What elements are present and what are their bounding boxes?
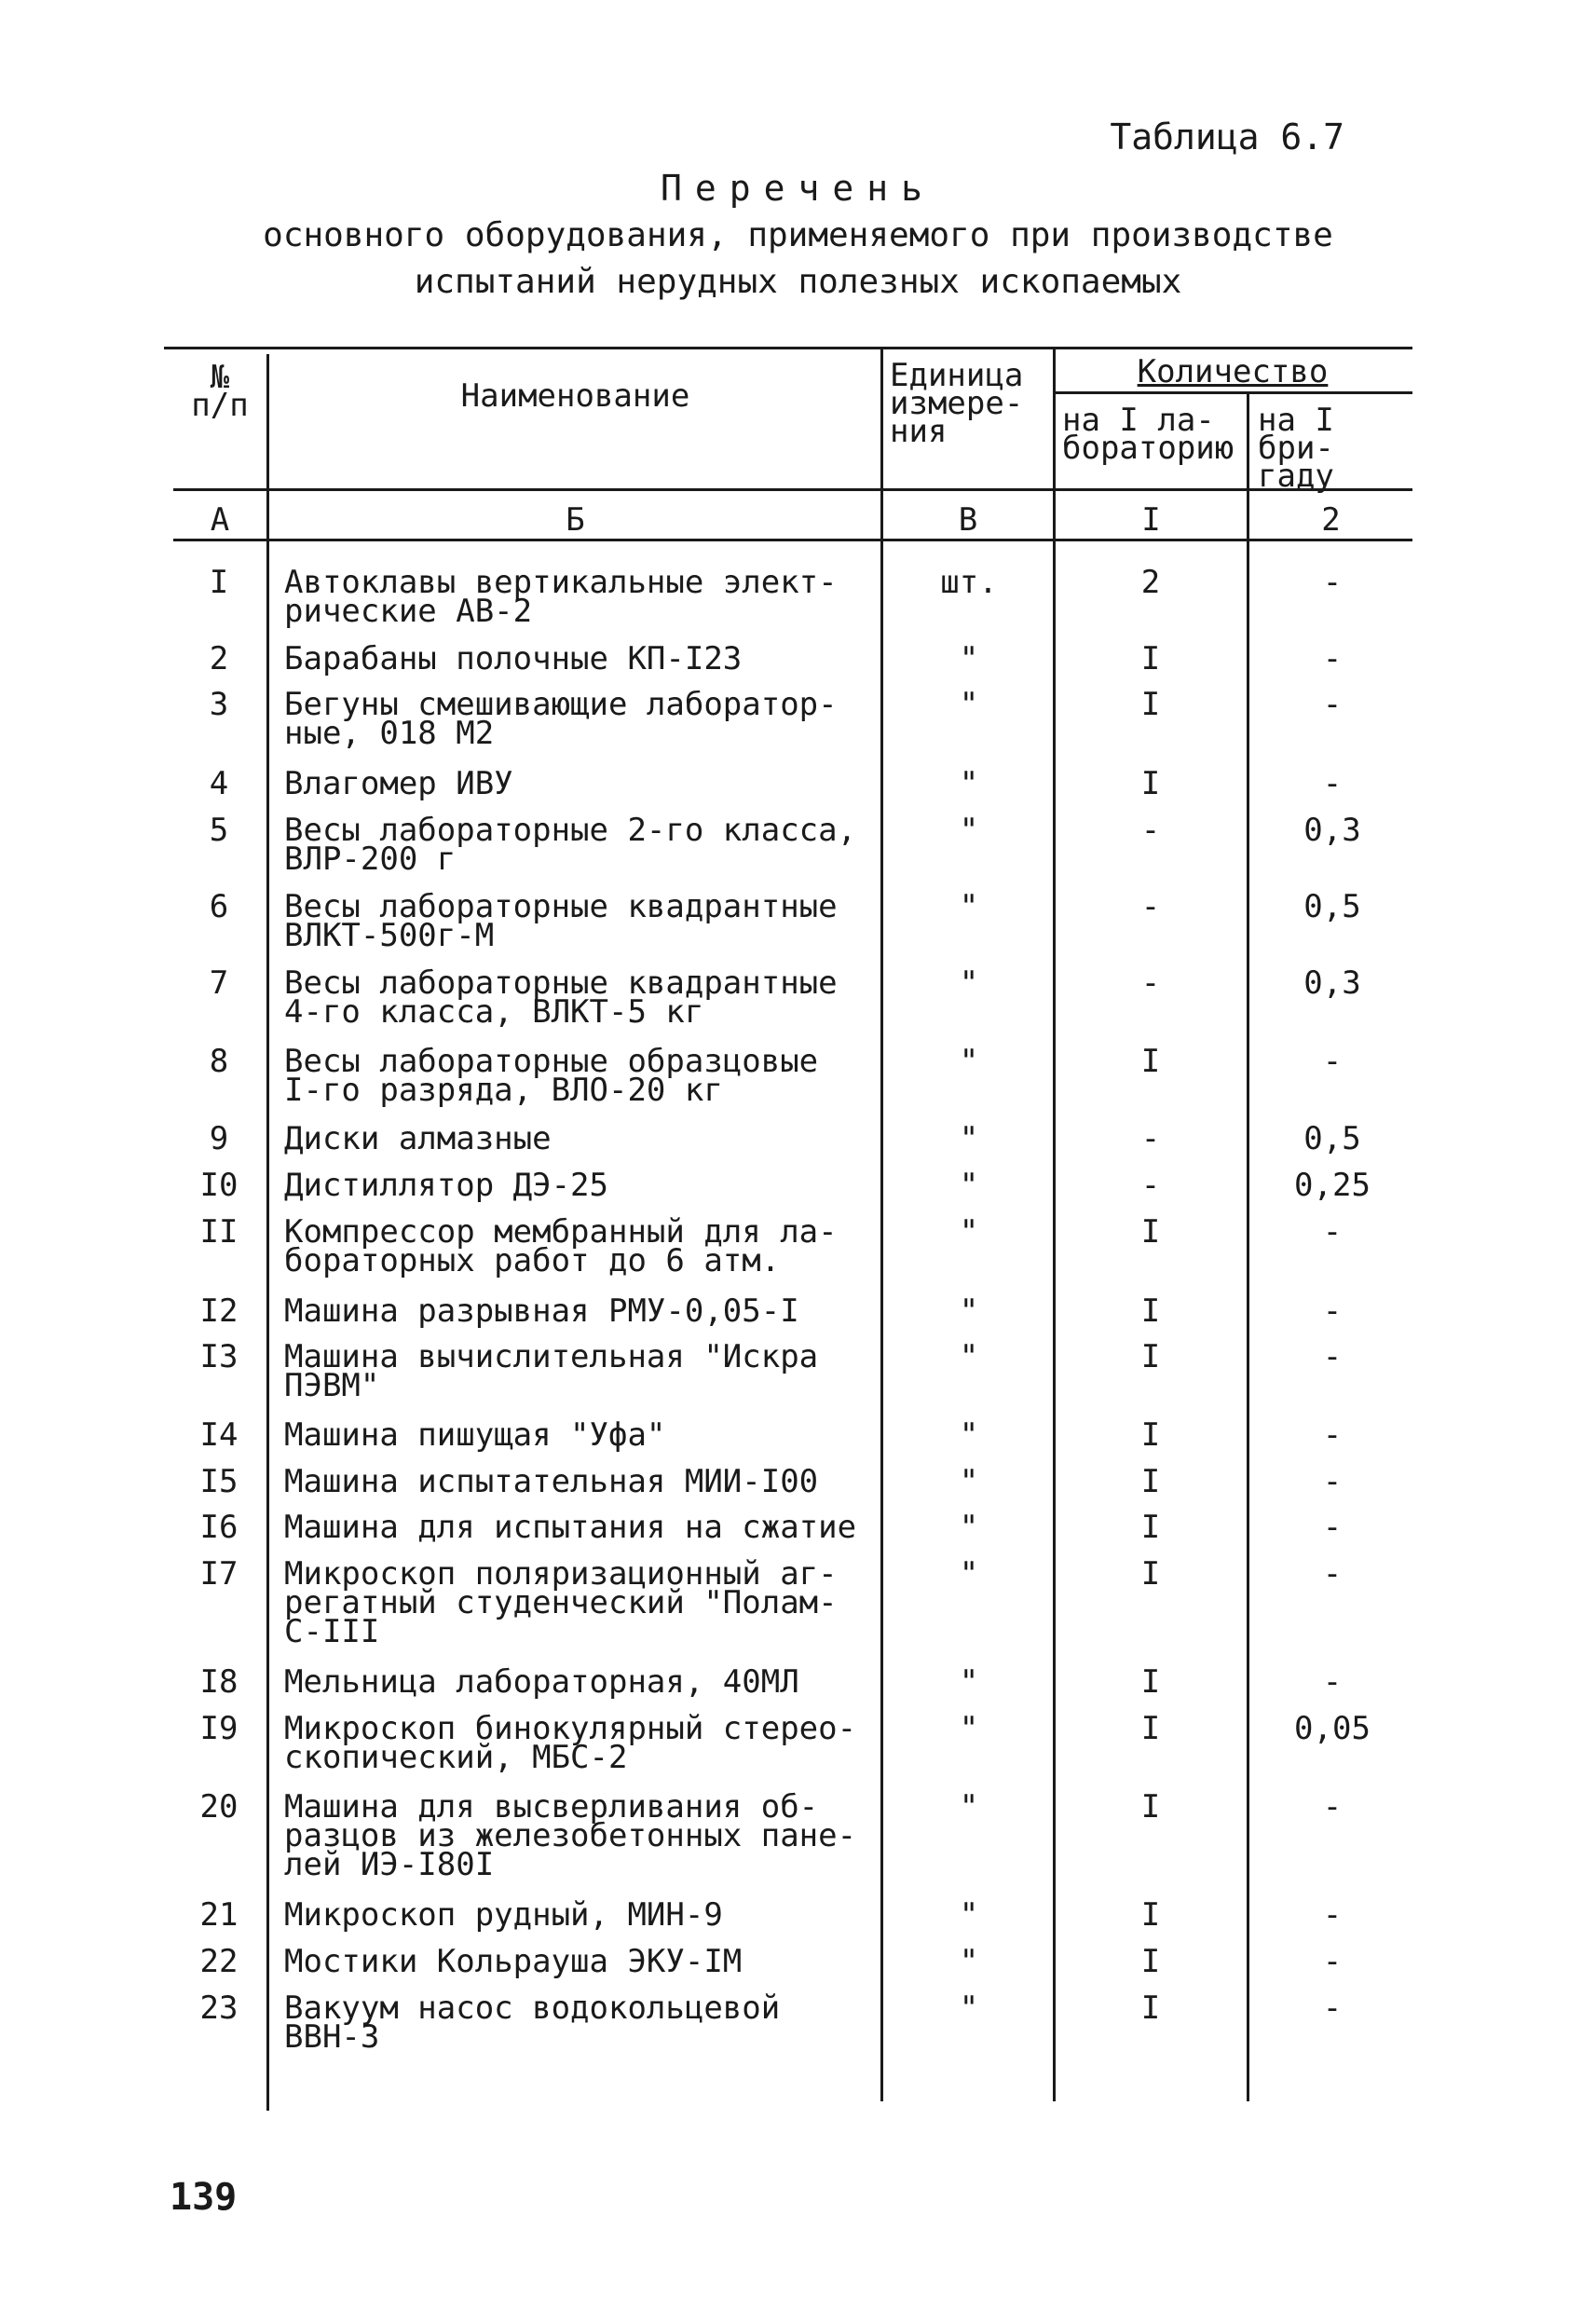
letters-bottom-rule	[173, 539, 1412, 541]
row-name: Машина пишущая "Уфа"	[284, 1416, 666, 1454]
row-number: I	[209, 564, 229, 601]
letter-unit: В	[958, 501, 978, 539]
col-divider-unit	[1053, 349, 1056, 2101]
row-name: Бегуны смешивающие лаборатор- ные, 018 М2	[284, 686, 838, 752]
row-qty-lab: I	[1140, 1292, 1161, 1330]
row-number: 8	[209, 1043, 229, 1080]
row-name: Весы лабораторные квадрантные ВЛКТ-500г-М	[284, 888, 838, 954]
row-name: Вакуум насос водокольцевой ВВН-3	[284, 1990, 781, 2056]
row-unit: "	[959, 765, 979, 802]
row-unit: "	[959, 1463, 979, 1500]
row-qty-lab: I	[1140, 765, 1161, 802]
row-qty-lab: I	[1140, 1943, 1161, 1980]
row-qty-brigade: -	[1322, 686, 1343, 723]
letter-num: А	[210, 501, 230, 539]
row-name: Машина испытательная МИИ-I00	[284, 1463, 819, 1500]
document-title: Перечень	[660, 168, 936, 209]
row-name: Микроскоп рудный, МИН-9	[284, 1896, 723, 1934]
row-unit: "	[959, 1120, 979, 1157]
row-qty-brigade: -	[1322, 1463, 1343, 1500]
page-number: 139	[170, 2176, 238, 2219]
row-qty-brigade: 0,25	[1294, 1167, 1371, 1204]
row-number: 6	[209, 888, 229, 925]
row-name: Машина для испытания на сжатие	[284, 1509, 857, 1546]
letter-q1: I	[1141, 501, 1161, 539]
row-name: Дистиллятор ДЭ-25	[284, 1167, 608, 1204]
row-qty-brigade: 0,3	[1303, 964, 1361, 1002]
header-num: № п/п	[191, 359, 249, 424]
row-unit: "	[959, 640, 979, 677]
row-name: Мельница лабораторная, 40МЛ	[284, 1663, 799, 1701]
header-qty-per-brigade: на I бри- гаду	[1258, 402, 1334, 495]
row-unit: "	[959, 888, 979, 925]
row-qty-brigade: -	[1322, 1943, 1343, 1980]
row-qty-lab: I	[1140, 1338, 1161, 1375]
row-number: 9	[209, 1120, 229, 1157]
row-number: I3	[199, 1338, 239, 1375]
row-qty-lab: -	[1140, 964, 1161, 1002]
row-name: Весы лабораторные образцовые I-го разряда, ВЛО-20 кг	[284, 1043, 819, 1109]
row-unit: "	[959, 812, 979, 849]
row-number: I7	[199, 1555, 239, 1593]
row-qty-lab: I	[1140, 1663, 1161, 1701]
row-qty-brigade: -	[1322, 1990, 1343, 2027]
row-unit: "	[959, 1990, 979, 2027]
row-qty-lab: -	[1140, 1120, 1161, 1157]
row-unit: "	[959, 1043, 979, 1080]
row-unit: "	[959, 1896, 979, 1934]
qty-sub-rule	[1053, 391, 1412, 394]
row-name: Компрессор мембранный для ла- бораторных работ до 6 атм.	[284, 1213, 838, 1279]
row-name: Микроскоп поляризационный аг- регатный студенческий "Полам- С-III	[284, 1555, 838, 1650]
row-qty-lab: I	[1140, 1788, 1161, 1826]
row-qty-lab: I	[1140, 1896, 1161, 1934]
row-unit: "	[959, 1710, 979, 1747]
row-unit: "	[959, 1555, 979, 1593]
row-unit: "	[959, 964, 979, 1002]
table-caption: Таблица 6.7	[1110, 116, 1344, 157]
header-bottom-rule	[173, 488, 1412, 491]
row-qty-lab: I	[1140, 1213, 1161, 1251]
row-unit: "	[959, 1663, 979, 1701]
row-qty-brigade: -	[1322, 1416, 1343, 1454]
row-qty-lab: I	[1140, 1555, 1161, 1593]
row-qty-brigade: -	[1322, 640, 1343, 677]
row-unit: "	[959, 686, 979, 723]
row-unit: "	[959, 1788, 979, 1826]
header-name: Наименование	[460, 377, 690, 415]
row-qty-brigade: -	[1322, 1555, 1343, 1593]
letter-q2: 2	[1321, 501, 1341, 539]
header-quantity: Количество	[1137, 353, 1329, 390]
row-number: I4	[199, 1416, 239, 1454]
row-unit: "	[959, 1943, 979, 1980]
row-qty-brigade: -	[1322, 1663, 1343, 1701]
row-qty-brigade: -	[1322, 1338, 1343, 1375]
row-number: 2	[209, 640, 229, 677]
row-qty-brigade: -	[1322, 564, 1343, 601]
row-qty-lab: I	[1140, 1509, 1161, 1546]
row-unit: "	[959, 1292, 979, 1330]
row-qty-lab: I	[1140, 686, 1161, 723]
row-number: I6	[199, 1509, 239, 1546]
row-name: Машина для высверливания об- разцов из железобетонных пане- лей ИЭ-I80I	[284, 1788, 857, 1883]
row-unit: "	[959, 1416, 979, 1454]
row-qty-brigade: 0,5	[1303, 1120, 1361, 1157]
row-number: 23	[199, 1990, 239, 2027]
row-qty-brigade: -	[1322, 1509, 1343, 1546]
row-number: 7	[209, 964, 229, 1002]
row-qty-lab: I	[1140, 640, 1161, 677]
col-divider-name	[880, 349, 883, 2101]
document-subtitle-line1: основного оборудования, применяемого при производстве	[263, 216, 1333, 254]
row-number: I5	[199, 1463, 239, 1500]
row-qty-brigade: -	[1322, 1043, 1343, 1080]
row-qty-brigade: -	[1322, 1213, 1343, 1251]
header-qty-per-lab: на I ла- бораторию	[1062, 402, 1235, 467]
row-qty-brigade: 0,5	[1303, 888, 1361, 925]
row-number: 5	[209, 812, 229, 849]
row-number: 22	[199, 1943, 239, 1980]
row-qty-brigade: -	[1322, 1896, 1343, 1934]
row-qty-lab: I	[1140, 1463, 1161, 1500]
header-unit: Единица измере- ния	[890, 357, 1024, 450]
row-name: Диски алмазные	[284, 1120, 552, 1157]
row-name: Машина вычислительная "Искра ПЭВМ"	[284, 1338, 819, 1404]
row-qty-brigade: -	[1322, 765, 1343, 802]
row-qty-lab: I	[1140, 1043, 1161, 1080]
document-subtitle-line2: испытаний нерудных полезных ископаемых	[414, 263, 1182, 301]
row-name: Машина разрывная РМУ-0,05-I	[284, 1292, 799, 1330]
row-number: II	[199, 1213, 239, 1251]
table-top-rule	[164, 347, 1412, 349]
row-qty-lab: I	[1140, 1710, 1161, 1747]
row-unit: "	[959, 1338, 979, 1375]
row-name: Барабаны полочные КП-I23	[284, 640, 743, 677]
row-name: Автоклавы вертикальные элект- рические АВ-2	[284, 564, 838, 630]
row-name: Мостики Кольрауша ЭКУ-IМ	[284, 1943, 743, 1980]
row-number: 4	[209, 765, 229, 802]
row-unit: "	[959, 1509, 979, 1546]
row-number: I2	[199, 1292, 239, 1330]
row-qty-lab: I	[1140, 1990, 1161, 2027]
row-qty-lab: -	[1140, 888, 1161, 925]
row-unit: шт.	[940, 564, 998, 601]
row-qty-lab: -	[1140, 1167, 1161, 1204]
row-qty-brigade: 0,05	[1294, 1710, 1371, 1747]
letter-name: Б	[566, 501, 585, 539]
row-qty-lab: -	[1140, 812, 1161, 849]
row-name: Влагомер ИВУ	[284, 765, 513, 802]
row-unit: "	[959, 1167, 979, 1204]
row-number: I8	[199, 1663, 239, 1701]
row-number: 3	[209, 686, 229, 723]
row-unit: "	[959, 1213, 979, 1251]
row-qty-brigade: -	[1322, 1788, 1343, 1826]
row-qty-lab: I	[1140, 1416, 1161, 1454]
row-name: Весы лабораторные 2-го класса, ВЛР-200 г	[284, 812, 857, 878]
row-number: 21	[199, 1896, 239, 1934]
row-qty-brigade: 0,3	[1303, 812, 1361, 849]
row-name: Микроскоп бинокулярный стерео- скопический, МБС-2	[284, 1710, 857, 1776]
row-number: I9	[199, 1710, 239, 1747]
row-qty-lab: 2	[1140, 564, 1161, 601]
row-number: I0	[199, 1167, 239, 1204]
row-qty-brigade: -	[1322, 1292, 1343, 1330]
col-divider-qty	[1247, 391, 1249, 2101]
row-number: 20	[199, 1788, 239, 1826]
row-name: Весы лабораторные квадрантные 4-го класса, ВЛКТ-5 кг	[284, 964, 838, 1031]
col-divider-num	[266, 354, 269, 2111]
